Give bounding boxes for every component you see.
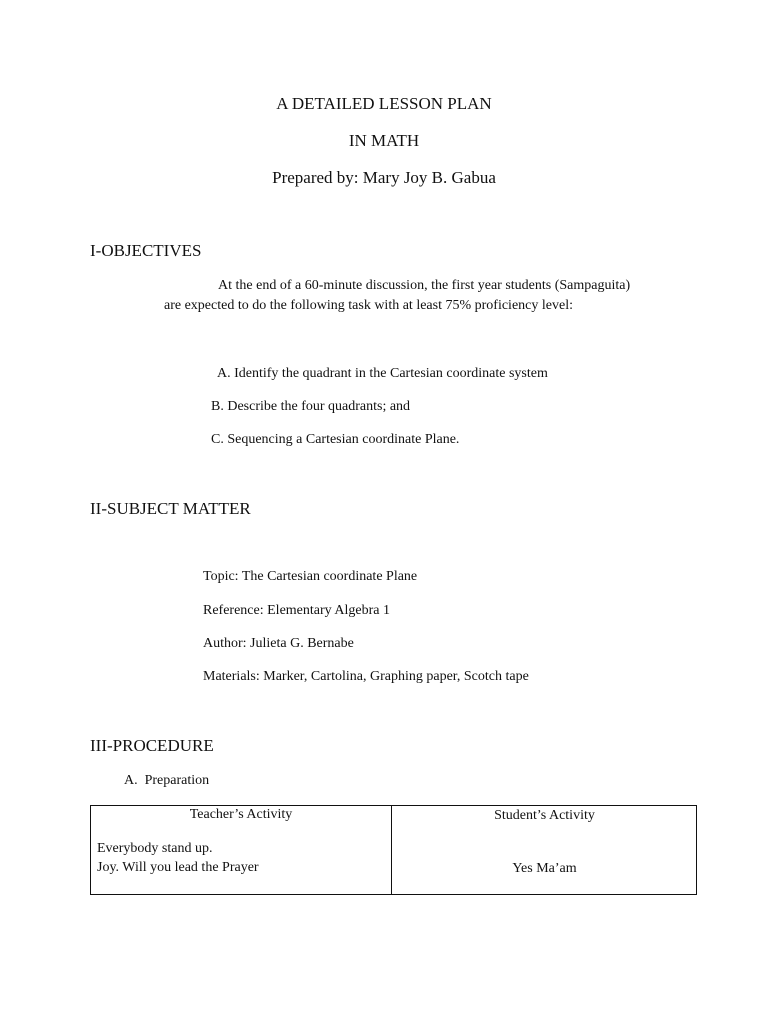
activity-table bbox=[90, 805, 697, 895]
teacher-activity-line: Joy. Will you lead the Prayer bbox=[97, 860, 259, 875]
teacher-activity-line: Everybody stand up. bbox=[97, 841, 213, 856]
subject-materials: Materials: Marker, Cartolina, Graphing paper, Scotch tape bbox=[203, 669, 529, 684]
section-heading-objectives: I-OBJECTIVES bbox=[90, 241, 202, 260]
procedure-sub-preparation: A. Preparation bbox=[124, 773, 210, 788]
objectives-intro-line1: At the end of a 60-minute discussion, the first year students (Sampaguita) bbox=[218, 278, 631, 293]
student-response: Yes Ma’am bbox=[512, 861, 577, 876]
objective-item: B. Describe the four quadrants; and bbox=[211, 399, 411, 414]
subject-reference: Reference: Elementary Algebra 1 bbox=[203, 603, 390, 618]
section-heading-procedure: III-PROCEDURE bbox=[90, 736, 214, 755]
document-title: A DETAILED LESSON PLAN bbox=[276, 94, 492, 113]
subject-topic: Topic: The Cartesian coordinate Plane bbox=[203, 569, 418, 584]
teacher-activity-cell bbox=[91, 806, 392, 895]
student-activity-cell bbox=[392, 806, 697, 895]
section-heading-subject-matter: II-SUBJECT MATTER bbox=[90, 499, 251, 518]
student-activity-header: Student’s Activity bbox=[494, 808, 595, 823]
document-subject: IN MATH bbox=[348, 131, 420, 150]
objectives-intro-line2: are expected to do the following task with at least 75% proficiency level: bbox=[164, 298, 573, 313]
prepared-by: Prepared by: Mary Joy B. Gabua bbox=[272, 168, 496, 187]
objective-item: C. Sequencing a Cartesian coordinate Plane. bbox=[211, 432, 460, 447]
subject-author: Author: Julieta G. Bernabe bbox=[203, 636, 354, 651]
teacher-activity-header: Teacher’s Activity bbox=[189, 807, 293, 822]
objective-item: A. Identify the quadrant in the Cartesian coordinate system bbox=[217, 366, 548, 381]
